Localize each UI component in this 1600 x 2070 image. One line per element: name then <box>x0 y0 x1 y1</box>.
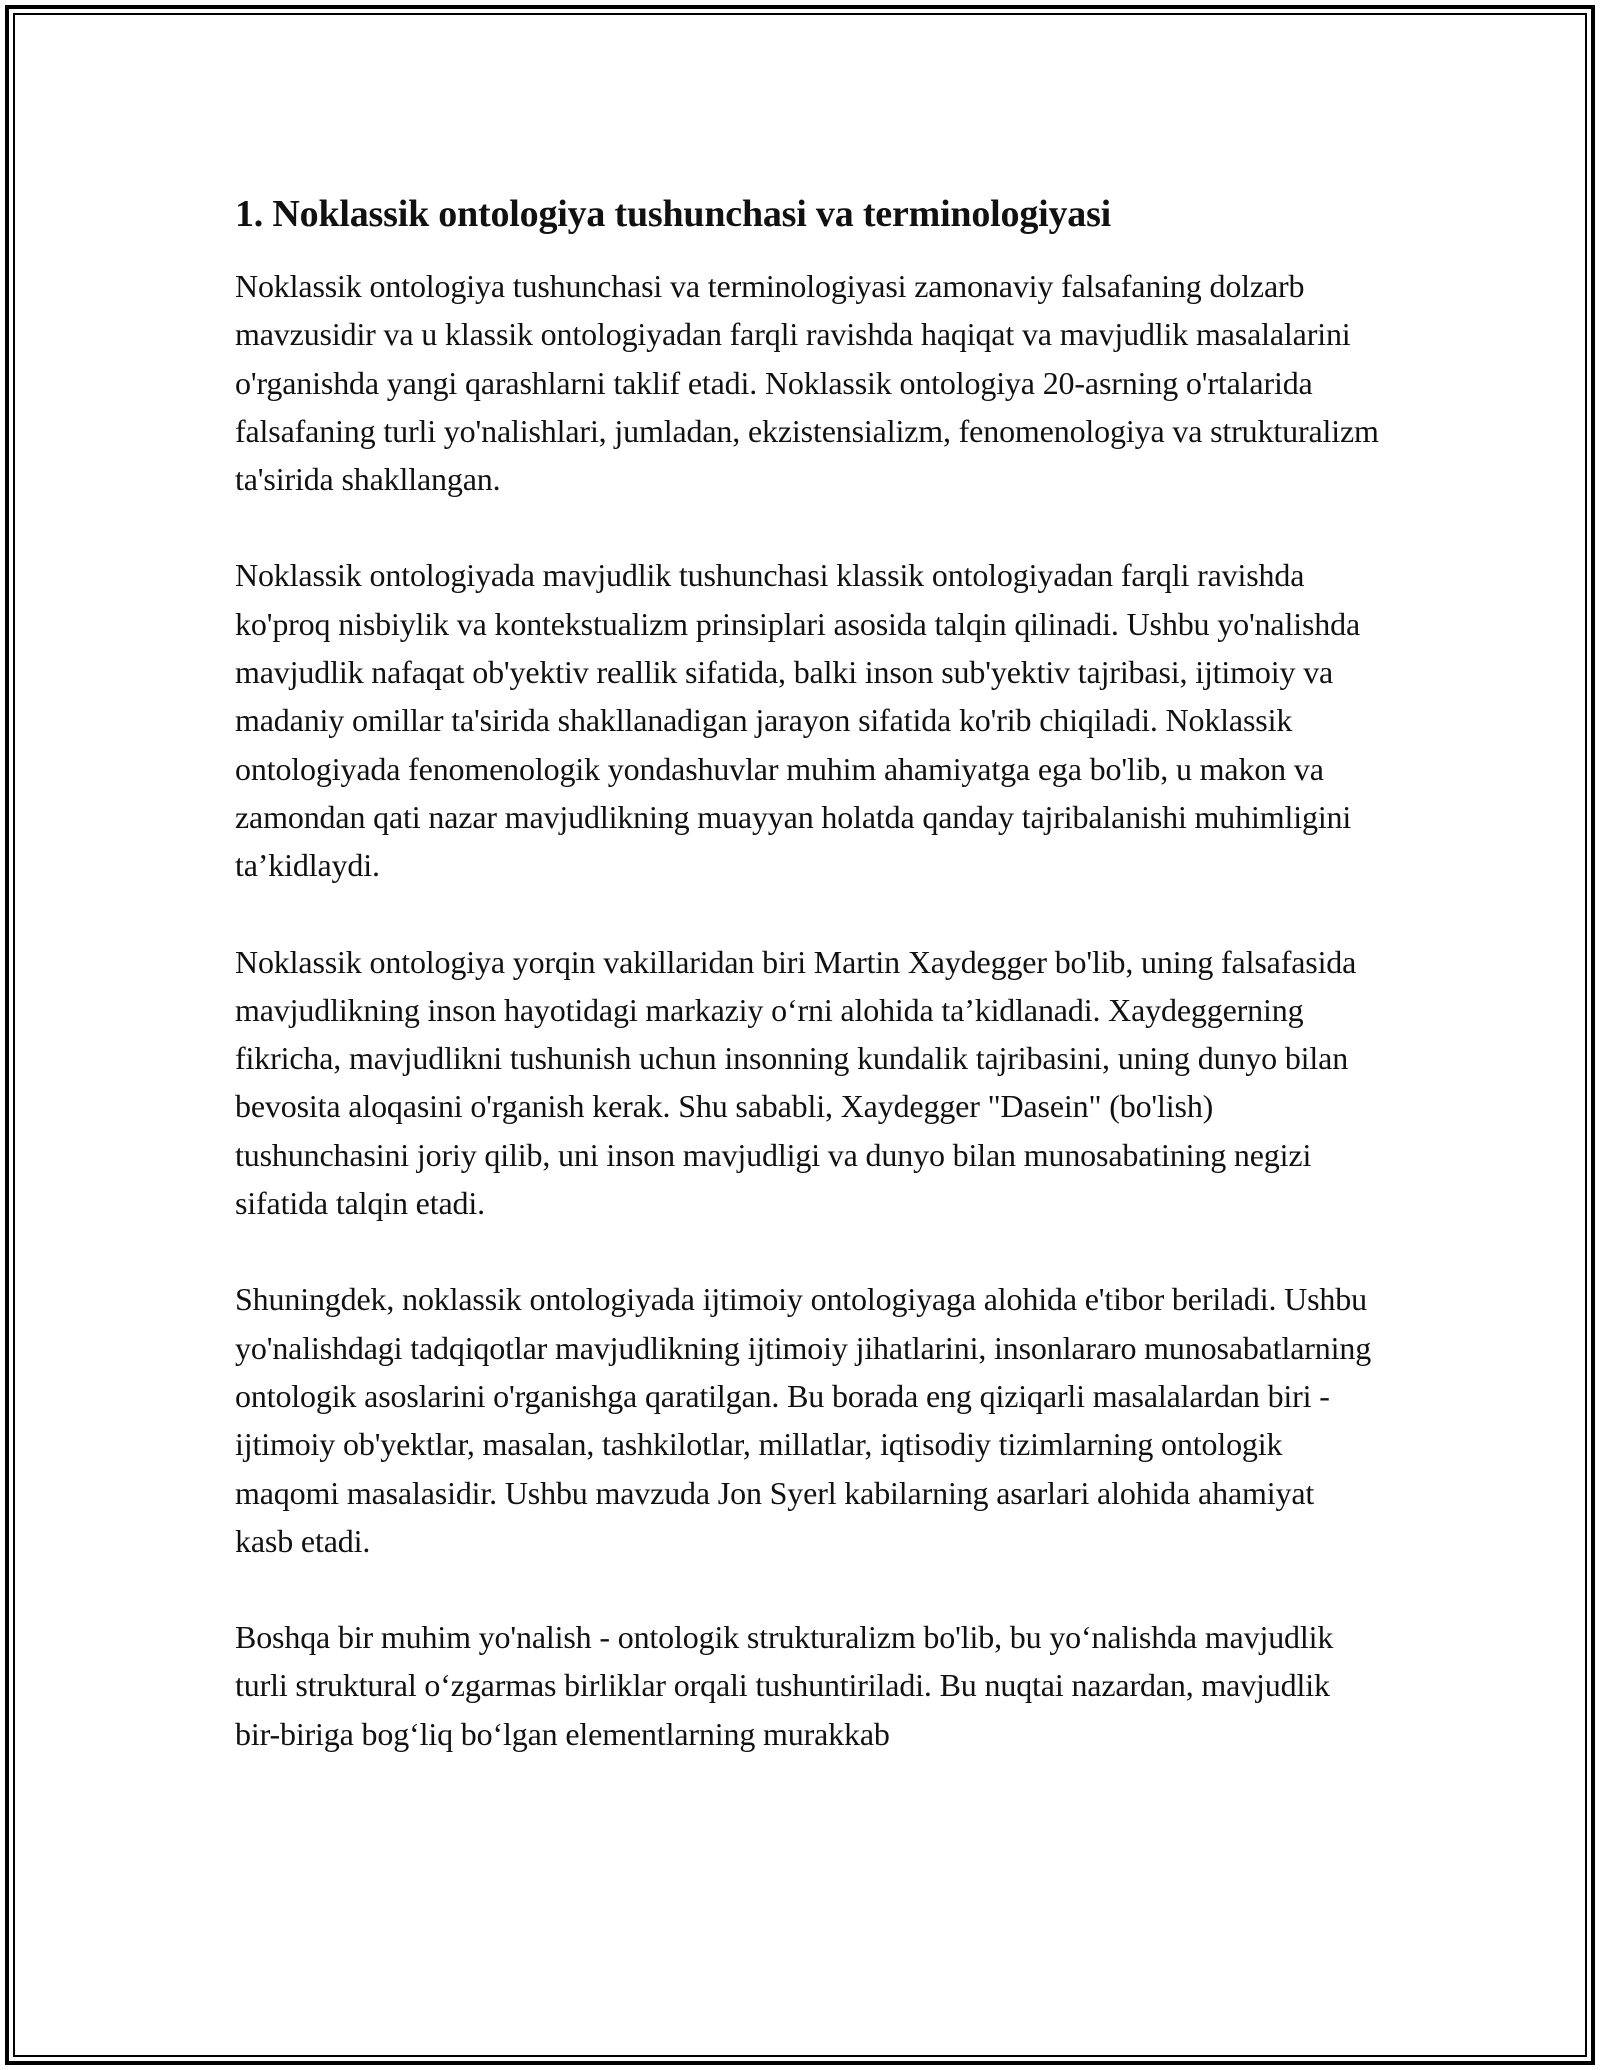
section-heading: 1. Noklassik ontologiya tushunchasi va terminologiyasi <box>235 193 1112 235</box>
document-body <box>235 186 1380 1806</box>
paragraph-3: Noklassik ontologiya yorqin vakillaridan biri Martin Xaydegger bo'lib, uning falsafasida mavjudlikning inson hayotidagi markaziy o‘rni alohida ta’kidlanadi. Xaydeggerning fikricha, mavjudlikni tushunish uchun insonning kundalik tajribasini, uning dunyo bilan bevosita aloqasini o'rganish kerak. Shu sababli, Xaydegger "Dasein" (bo'lish) tushunchasini joriy qilib, uni inson mavjudligi va dunyo bilan munosabatining negizi sifatida talqin etadi. <box>235 943 1357 1222</box>
paragraph-4: Shuningdek, noklassik ontologiyada ijtimoiy ontologiyaga alohida e'tibor beriladi. Ushbu yo'nalishdagi tadqiqotlar mavjudlikning ijtimoiy jihatlarini, insonlararo munosabatlarning ontologik asoslarini o'rganishga qaratilgan. Bu borada eng qiziqarli masalalardan biri - ijtimoiy ob'yektlar, masalan, tashkilotlar, millatlar, iqtisodiy tizimlarning ontologik maqomi masalasidir. Ushbu mavzuda Jon Syerl kabilarning asarlari alohida ahamiyat kasb etadi. <box>235 1281 1372 1559</box>
paragraph-5: Boshqa bir muhim yo'nalish - ontologik strukturalizm bo'lib, bu yo‘nalishda mavjudlik turli struktural o‘zgarmas birliklar orqali tushuntiriladi. Bu nuqtai nazardan, mavjudlik bir-biriga bog‘liq bo‘lgan elementlarning murakkab <box>235 1619 1334 1752</box>
paragraph-1: Noklassik ontologiya tushunchasi va terminologiyasi zamonaviy falsafaning dolzarb mavzusidir va u klassik ontologiyadan farqli ravishda haqiqat va mavjudlik masalalarini o'rganishda yangi qarashlarni taklif etadi. Noklassik ontologiya 20-asrning o'rtalarida falsafaning turli yo'nalishlari, jumladan, ekzistensializm, fenomenologiya va strukturalizm ta'sirida shakllangan. <box>235 268 1379 498</box>
paragraph-2: Noklassik ontologiyada mavjudlik tushunchasi klassik ontologiyadan farqli ravishda ko'proq nisbiylik va kontekstualizm prinsiplari asosida talqin qilinadi. Ushbu yo'nalishda mavjudlik nafaqat ob'yektiv reallik sifatida, balki inson sub'yektiv tajribasi, ijtimoiy va madaniy omillar ta'sirida shakllanadigan jarayon sifatida ko'rib chiqiladi. Noklassik ontologiyada fenomenologik yondashuvlar muhim ahamiyatga ega bo'lib, u makon va zamondan qati nazar mavjudlikning muayyan holatda qanday tajribalanishi muhimligini ta’kidlaydi. <box>235 557 1361 884</box>
